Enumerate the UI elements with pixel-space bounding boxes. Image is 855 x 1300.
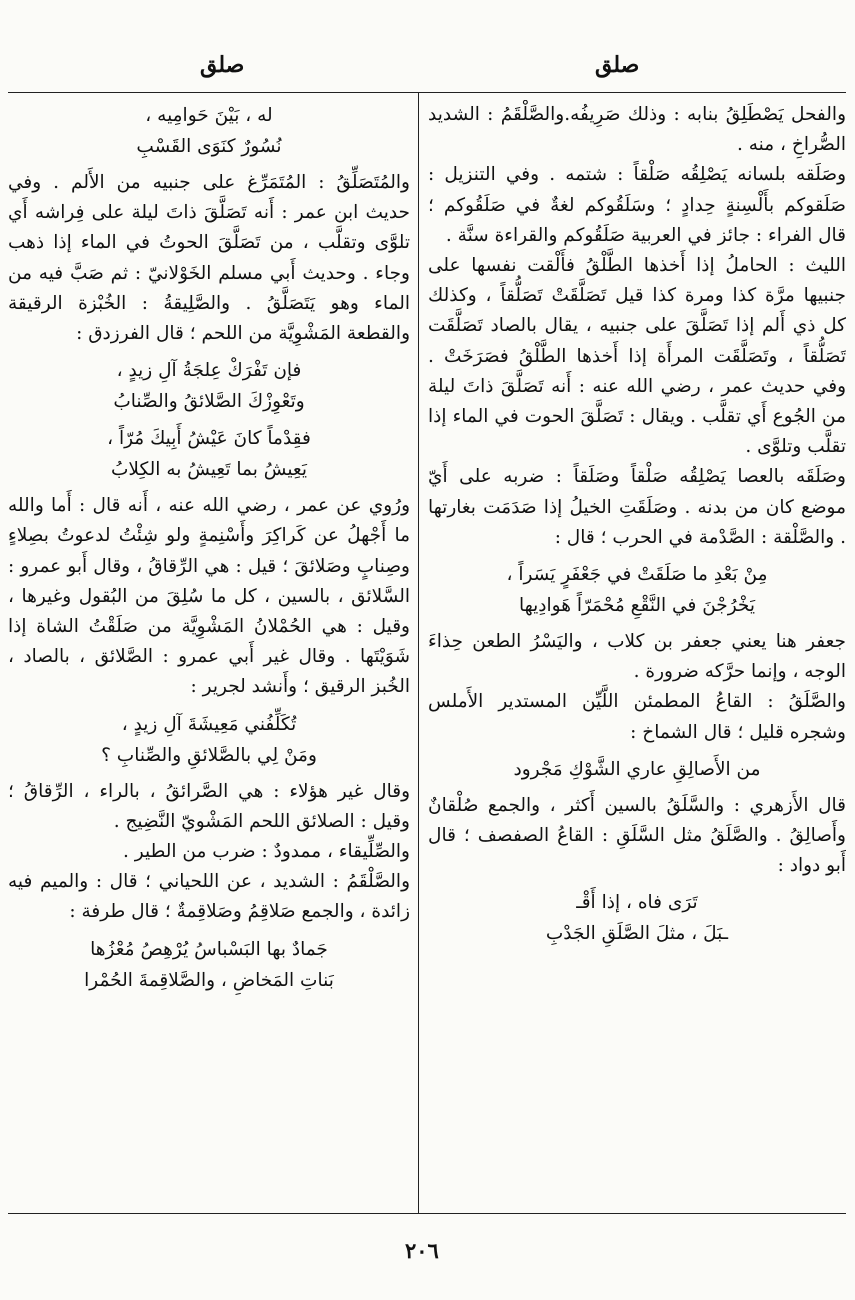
- verse-quote: [8, 355, 410, 417]
- paragraph: وقال غير هؤلاء : هي الصَّرائقُ ، بالراء ، الرِّقاقُ ؛ وقيل : الصلائق اللحم المَشْويّ النَّضِيج .: [8, 780, 410, 832]
- verse-line: تَرَى فاه ، إذا أَقْـ: [576, 892, 698, 914]
- paragraph: ورُوي عن عمر ، رضي الله عنه ، أَنه قال : أَما والله ما أَجْهلُ عن كَراكِرَ وأَسْنِمةٍ ولو شِئْتُ لدعوتُ بصِلاءٍ وصِنابٍ وصَلائقَ ؛ قيل : هي الرِّقاقُ ، وقال أَبو عمرو : السَّلائق ، بالسين ، كل ما سُلِقَ من البُقول وغيرها ، وقيل : هي الحُمْلانُ المَشْوِيَّة من صَلَقْتُ الشاة إذا شَوَيْتَها . وقال غير أَبي عمرو : الصَّلائق ، بالصاد ، الخُبز الرقيق ؛ وأَنشد لجرير :: [8, 495, 410, 698]
- verse-line: جَمادٌ بها البَسْباسُ يُرْهِصُ مُعْزُها: [90, 938, 328, 960]
- verse-line: نُسُورٌ كنَوَى القَسْبِ: [136, 136, 282, 157]
- header-rule: [8, 92, 846, 93]
- left-column: [8, 100, 410, 1210]
- verse-quote: [428, 559, 846, 621]
- paragraph: وصَلَقَه بالعصا يَصْلِقُه صَلْقاً وصَلَقاً : ضربه على أَيّ موضع كان من بدنه . وصَلَقَتِ الخيلُ إذا صَدَمَت بغارتها . والصَّلْقة : الصَّدْمة في الحرب ؛ قال :: [428, 466, 846, 548]
- verse-quote: [8, 709, 410, 771]
- verse-quote: [428, 887, 846, 949]
- paragraph: والصَّلَقُ : القاعُ المطمئن اللَّيِّن المستدير الأَملس وشجره قليل ؛ قال الشماخ :: [428, 691, 846, 743]
- verse-line: ـبَلَ ، مثلَ الصَّلَقِ الجَدْبِ: [545, 923, 729, 945]
- paragraph: وصَلَقه بلسانه يَصْلِقُه صَلْقاً : شتمه . وفي التنزيل : صَلَقوكم بأَلْسِنةٍ حِدادٍ ؛ وسَلَقُوكم لغةٌ في صَلَقُوكم ؛ قال الفراء : جائز في العربية صَلَقُوكم والقراءة سنَّة .: [428, 164, 846, 246]
- verse-line: فإن تَفْرَكْ عِلجَةُ آلِ زيدٍ ،: [116, 360, 302, 382]
- verse-quote: [428, 754, 846, 785]
- running-header-right: صلق: [595, 52, 640, 78]
- verse-line: مِنْ بَعْدِ ما صَلَقَتْ في جَعْفَرٍ يَسَراً ،: [506, 564, 768, 586]
- paragraph: والصِّلِّيقاء ، ممدودٌ : ضرب من الطير .: [123, 841, 410, 863]
- paragraph: قال الأَزهري : والسَّلَقُ بالسين أَكثر ، والجمع صُلْقانٌ وأَصالِقُ . والصَّلَقُ مثل السَّلَقِ : القاعُ الصفصف ؛ قال أَبو دواد :: [428, 794, 846, 877]
- verse-line: تُكَلِّفُني مَعِيشَةَ آلِ زيدٍ ،: [121, 713, 297, 735]
- verse-line: بَناتِ المَخاضِ ، والصَّلاقِمةَ الحُمْرا: [84, 969, 334, 991]
- verse-line: ومَنْ لِي بالصَّلائقِ والصِّنابِ ؟: [101, 744, 317, 766]
- verse-line: له ، بَيْنَ حَوامِيه ،: [145, 105, 273, 126]
- page-number: ٢٠٦: [405, 1238, 439, 1263]
- verse-quote: [8, 423, 410, 485]
- verse-line: وتَعْوِزْكَ الصَّلائقُ والصِّنابُ: [113, 391, 305, 413]
- paragraph: والمُتَصَلِّقُ : المُتَمَرِّغ على جنبيه من الأَلم . وفي حديث ابن عمر : أَنه تَصَلَّقَ ذاتَ ليلة على فِراشه أَي تلوَّى وتقلَّب ، من تَصَلَّقَ الحوتُ في الماء إذا ذهب وجاء . وحديث أَبي مسلم الخَوْلانيّ : ثم صَبَّ فيه من الماء وهو يَتَصَلَّقُ . والصَّلِيقةُ : الخُبْزة الرقيقة والقطعة المَشْوِيَّة من اللحم ؛ قال الفرزدق :: [8, 172, 410, 345]
- paragraph: والفحل يَصْطَلِقُ بنابه : وذلك صَرِيفُه.والصَّلْقَمُ : الشديد الصُّراخِ ، منه .: [428, 104, 846, 156]
- verse-line: فقِدْماً كانَ عَيْشُ أَبِيكَ مُرّاً ،: [107, 428, 311, 450]
- paragraph: والصَّلْقَمُ : الشديد ، عن اللحياني ؛ قال : والميم فيه زائدة ، والجمع صَلاقِمُ وصَلاقِمةٌ ؛ قال طرفة :: [8, 871, 410, 923]
- column-divider: [418, 93, 419, 1213]
- verse-line: من الأَصالِقِ عاري الشَّوْكِ مَجْرود: [513, 758, 761, 780]
- verse-quote: [8, 934, 410, 996]
- verse-quote: [8, 100, 410, 162]
- verse-line: يَعِيشُ بما تَعِيشُ به الكِلابُ: [110, 459, 307, 481]
- paragraph: الليث : الحاملُ إذا أَخذها الطَّلْقُ فأَلْقت نفسها على جنبيها مرَّة كذا ومرة كذا قيل تَصَلَّقَتْ تَصَلُّقاً ، وكذلك كل ذي أَلم إذا تَصَلَّقَ على جنبيه ، يقال بالصاد تَصَلَّقَت تَصَلُّقاً ، وتَصَلَّقَت المرأَة إذا أَخذها الطَّلْقُ فصَرَخَتْ . وفي حديث عمر ، رضي الله عنه : أَنه تَصَلَّقَ ذاتَ ليلة من الجُوع أَي تقلَّب . ويقال : تَصَلَّقَ الحوت في الماء إذا تقلَّب وتلوَّى .: [428, 255, 846, 458]
- footer-rule: [8, 1213, 846, 1214]
- running-header-left: صلق: [200, 52, 245, 78]
- paragraph: جعفر هنا يعني جعفر بن كلاب ، واليَسْرُ الطعن حِذاءَ الوجه ، وإنما حرَّكه ضرورة .: [428, 631, 846, 683]
- verse-line: يَخْرُجْنَ في النَّقْعِ مُحْمَرّاً هَوادِيها: [518, 595, 756, 617]
- right-column: [428, 100, 846, 1210]
